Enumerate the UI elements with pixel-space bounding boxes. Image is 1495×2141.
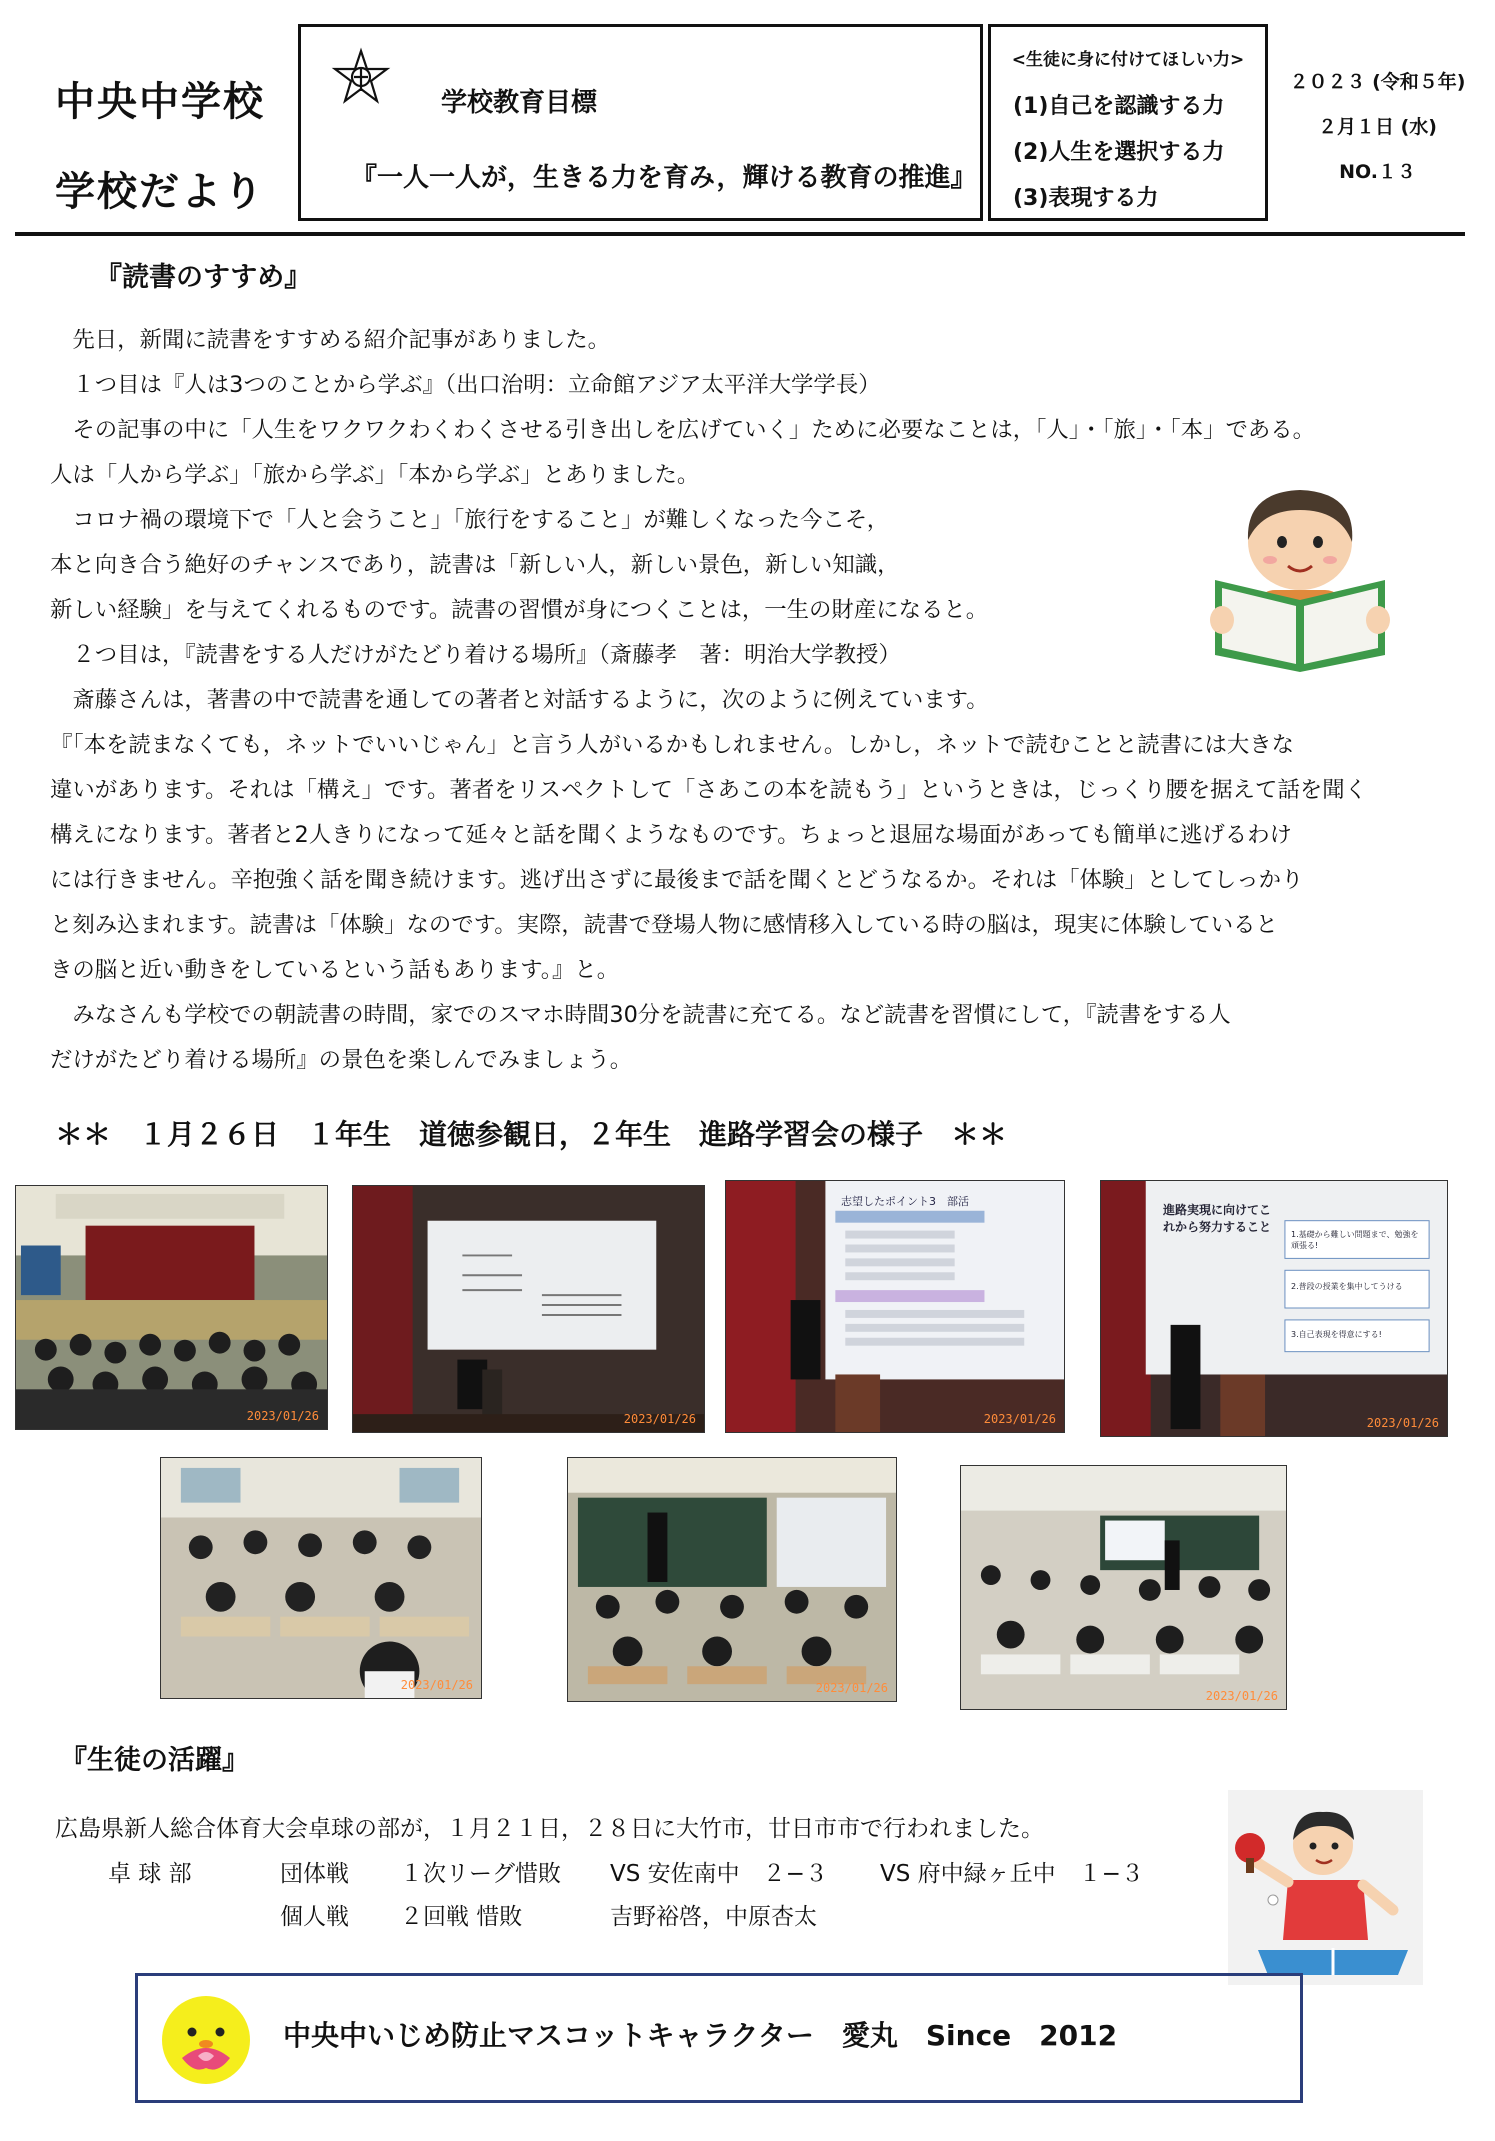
activities-section-title: 『生徒の活躍』 — [60, 1745, 249, 1776]
header-divider — [15, 232, 1465, 236]
article-line: 人は「人から学ぶ」「旅から学ぶ」「本から学ぶ」とありました。 — [50, 462, 700, 488]
slide-item: 3.自己表現を得意にする! — [1291, 1330, 1382, 1339]
newsletter-title: 学校だより — [55, 169, 265, 215]
article-line: 構えになります。著者と2人きりになって延々と話を聞くようなものです。ちょっと退屈な場面があっても簡単に逃げるわけ — [50, 822, 1292, 848]
photo-gym-assembly — [15, 1185, 328, 1430]
article-line: コロナ禍の環境下で「人と会うこと」「旅行をすること」が難しくなった今こそ， — [50, 507, 890, 533]
article-line: だけがたどり着ける場所』の景色を楽しんでみましょう。 — [50, 1047, 633, 1073]
team-round: １次リーグ惜敗 — [400, 1861, 561, 1887]
issue-info — [1270, 60, 1485, 195]
individual-event-label: 個人戦 — [280, 1904, 349, 1930]
article-line: 先日，新聞に読書をすすめる紹介記事がありました。 — [50, 327, 610, 353]
article-line: １つ目は『人は3つのことから学ぶ』（出口治明：立命館アジア太平洋大学学長） — [50, 372, 881, 398]
team-match-result: VS 府中緑ヶ丘中 １−３ — [880, 1861, 1144, 1887]
school-name: 中央中学校 — [55, 79, 265, 125]
individual-round: ２回戦 惜敗 — [400, 1904, 523, 1930]
slide-heading: 進路実現に向けてこれから努力すること — [1163, 1203, 1272, 1234]
photo-date-stamp: 2023/01/26 — [400, 1678, 473, 1692]
school-goal-box — [298, 24, 983, 221]
mascot-banner — [135, 1973, 1303, 2103]
table-tennis-player-illustration — [1228, 1790, 1423, 1985]
photo-date-stamp: 2023/01/26 — [1366, 1416, 1439, 1430]
photo-club-presentation — [725, 1180, 1065, 1433]
photo-future-effort-presentation — [1100, 1180, 1448, 1437]
article-line: ２つ目は，『読書をする人だけがたどり着ける場所』（斎藤孝 著：明治大学教授） — [50, 642, 901, 668]
issue-date: ２月１日 (水) — [1318, 116, 1437, 138]
activities-intro: 広島県新人総合体育大会卓球の部が，１月２１日，２８日に大竹市，廿日市市で行われました。 — [55, 1816, 1044, 1842]
slide-item: 2.普段の授業を集中してうける — [1291, 1282, 1403, 1291]
article-line: 本と向き合う絶好のチャンスであり，読書は「新しい人，新しい景色，新しい知識， — [50, 552, 900, 578]
slide-heading: 志望したポイント3 部活 — [841, 1195, 969, 1208]
mascot-caption: 中央中いじめ防止マスコットキャラクター 愛丸 Since 2012 — [283, 2019, 1118, 2052]
photo-date-stamp: 2023/01/26 — [1205, 1689, 1278, 1703]
photo-date-stamp: 2023/01/26 — [623, 1412, 696, 1426]
photo-date-stamp: 2023/01/26 — [815, 1681, 888, 1695]
photo-classroom-students-writing — [160, 1457, 482, 1699]
article-line: きの脳と近い動きをしているという話もあります。』と。 — [50, 957, 620, 983]
individual-players: 吉野裕啓，中原杏太 — [610, 1904, 817, 1930]
article-line: と刻み込まれます。読書は「体験」なのです。実際，読書で登場人物に感情移入している時の脳は，現実に体験していると — [50, 912, 1278, 938]
article-line: には行きません。辛抱強く話を聞き続けます。逃げ出さずに最後まで話を聞くとどうなるか。それは「体験」としてしっかり — [50, 867, 1304, 893]
article-line: 新しい経験」を与えてくれるものです。読書の習慣が身につくことは，一生の財産になると。 — [50, 597, 989, 623]
goal-title: 学校教育目標 — [441, 88, 598, 118]
photo-classroom-teacher-blackboard — [567, 1457, 897, 1702]
powers-heading: <生徒に身に付けてほしい力> — [1011, 50, 1245, 70]
photo-presentation-screen — [352, 1185, 705, 1433]
photo-date-stamp: 2023/01/26 — [983, 1412, 1056, 1426]
power-item: (1)自己を認識する力 — [1013, 94, 1225, 119]
power-item: (3)表現する力 — [1013, 186, 1159, 211]
photo-classroom-projector-lesson — [960, 1465, 1287, 1710]
photo-date-stamp: 2023/01/26 — [246, 1409, 319, 1423]
team-match-result: VS 安佐南中 ２−３ — [610, 1861, 828, 1887]
article-line: その記事の中に「人生をワクワクわくわくさせる引き出しを広げていく」ために必要なことは，「人」・「旅」・「本」である。 — [50, 417, 1316, 443]
power-item: (2)人生を選択する力 — [1013, 140, 1225, 165]
powers-box — [988, 24, 1268, 221]
club-name: 卓 球 部 — [108, 1861, 192, 1887]
article-line: 『「本を読まなくても，ネットでいいじゃん」と言う人がいるかもしれません。しかし，ネットで読むことと読書には大きな — [50, 732, 1295, 758]
issue-year: ２０２３ (令和５年) — [1289, 71, 1466, 93]
article-line: 違いがあります。それは「構え」です。著者をリスペクトして「さあこの本を読もう」というときは，じっくり腰を据えて話を聞く — [50, 777, 1368, 803]
slide-item: 1.基礎から難しい問題まで、勉強を頑張る! — [1291, 1230, 1419, 1250]
team-event-label: 団体戦 — [280, 1861, 349, 1887]
issue-number: NO.１３ — [1339, 161, 1416, 183]
article-line: 斎藤さんは，著書の中で読書を通しての著者と対話するように，次のように例えています。 — [50, 687, 989, 713]
article-line: みなさんも学校での朝読書の時間，家でのスマホ時間30分を読書に充てる。など読書を習慣にして，『読書をする人 — [50, 1002, 1231, 1028]
mascot-aimaru-icon — [160, 1994, 252, 2086]
boy-reading-book-illustration — [1200, 480, 1400, 680]
reading-section-title: 『読書のすすめ』 — [95, 262, 312, 293]
school-emblem-icon — [331, 47, 391, 107]
goal-text: 『一人一人が，生きる力を育み，輝ける教育の推進』 — [351, 163, 977, 193]
photo-section-heading: ＊＊ １月２６日 １年生 道徳参観日，２年生 進路学習会の様子 ＊＊ — [55, 1118, 1008, 1151]
